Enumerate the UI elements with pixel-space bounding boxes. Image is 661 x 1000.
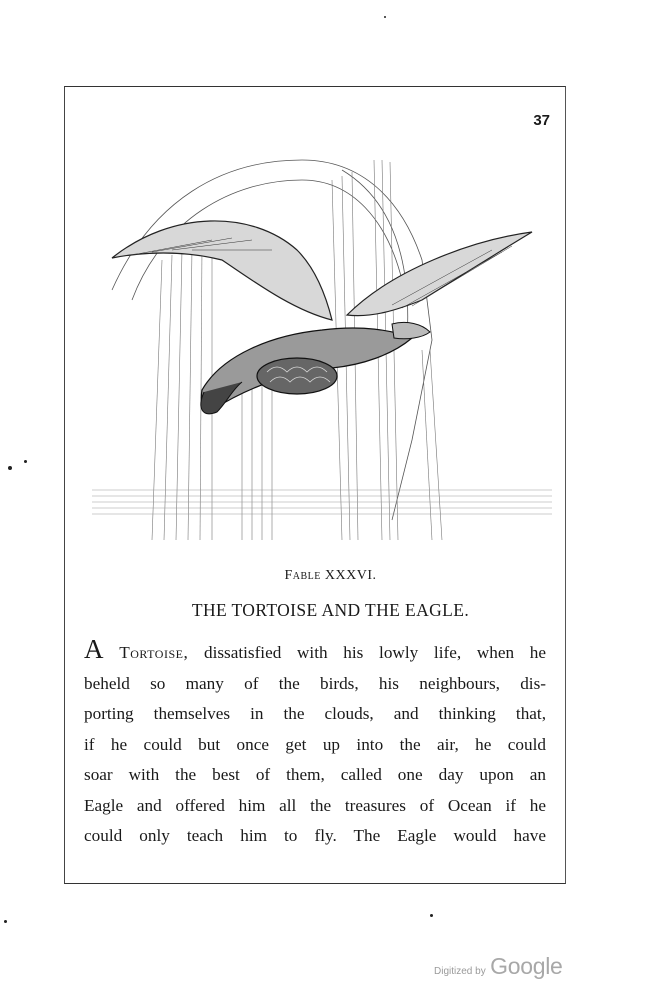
fable-body-text: [84, 634, 546, 852]
fable-number: Fable XXXVI.: [284, 568, 377, 583]
scan-speck: [4, 920, 7, 923]
digitized-watermark: [434, 953, 563, 980]
initial-letter: A: [84, 634, 104, 664]
body-line-4: if he could but once get up into the air, he could: [84, 734, 546, 754]
scan-speck: [24, 460, 27, 463]
scan-speck: [430, 914, 433, 917]
body-line-2: beheld so many of the birds, his neighbours, dis-: [84, 673, 546, 693]
scan-speck: [8, 466, 12, 470]
body-line-1-text: dissatisfied with his lowly life, when he: [203, 643, 546, 662]
body-line-7: could only teach him to fly. The Eagle would have: [84, 826, 546, 845]
body-line-3: porting themselves in the clouds, and thinking that,: [84, 704, 546, 723]
page-number: 37: [533, 112, 550, 129]
scan-speck: [384, 16, 386, 18]
eagle-tortoise-illustration: [92, 140, 552, 560]
body-line-1: [84, 634, 546, 669]
first-word: Tortoise,: [119, 643, 189, 662]
watermark-prefix: Digitized by: [434, 966, 486, 977]
google-logo: Google: [490, 953, 563, 979]
body-line-5: soar with the best of them, called one day upon an: [84, 765, 546, 784]
fable-title: THE TORTOISE AND THE EAGLE.: [191, 600, 470, 620]
body-line-6: Eagle and offered him all the treasures of Ocean if he: [84, 795, 546, 815]
